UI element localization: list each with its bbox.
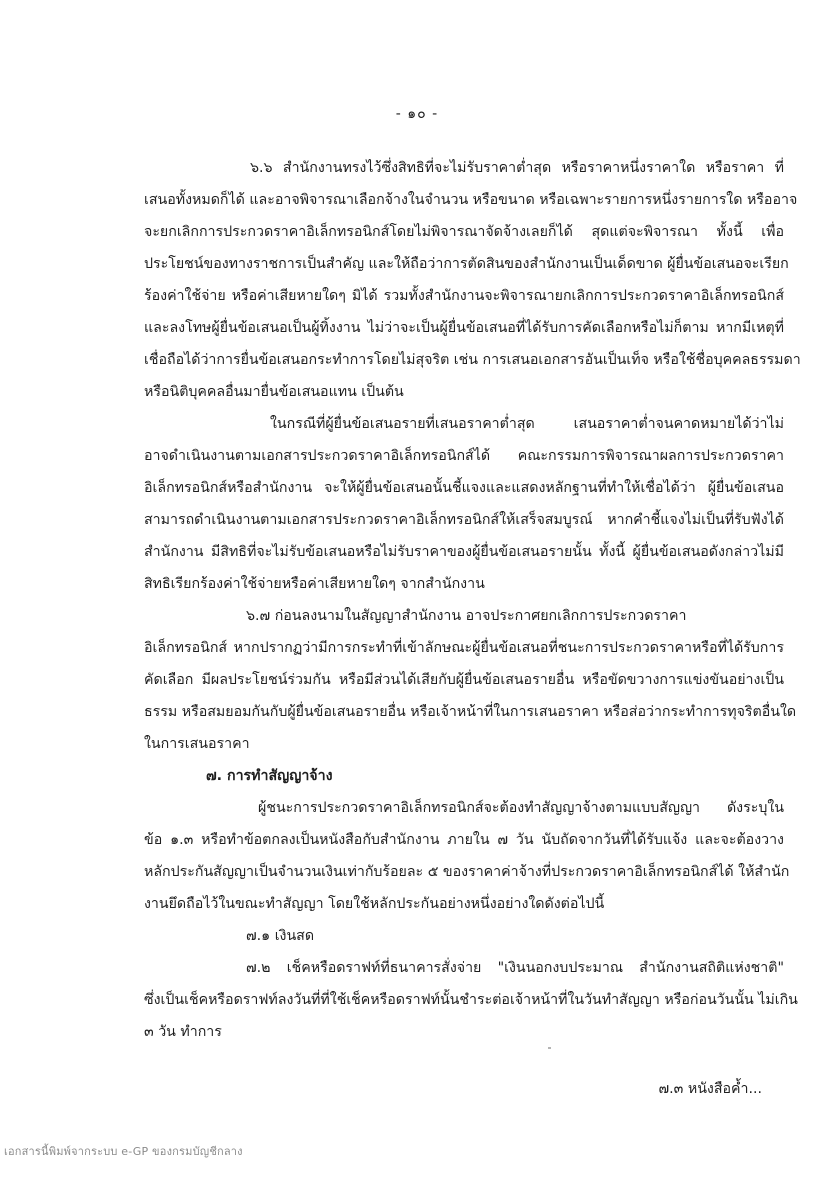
- section-7-heading: ๗. การทำสัญญาจ้าง: [206, 768, 333, 784]
- continuation-marker: ๗.๓ หนังสือค้ำ...: [658, 1081, 762, 1097]
- lowest-price-line-3: อิเล็กทรอนิกส์หรือสำนักงาน จะให้ผู้ยื่นข้อเสนอนั้นชี้แจงและแสดงหลักฐานที่ทำให้เชื่อได้ว่า ผู้ยื่นข้อเสนอ: [144, 480, 784, 496]
- section-7-1-cash: ๗.๑ เงินสด: [246, 928, 315, 944]
- lowest-price-line-6: สิทธิเรียกร้องค่าใช้จ่ายหรือค่าเสียหายใดๆ จากสำนักงาน: [144, 576, 485, 592]
- lowest-price-line-1: ในกรณีที่ผู้ยื่นข้อเสนอรายที่เสนอราคาต่ำสุด เสนอราคาต่ำจนคาดหมายได้ว่าไม่: [270, 416, 784, 432]
- section-6-7-line-5: ในการเสนอราคา: [144, 736, 250, 752]
- section-6-6-line-6: และลงโทษผู้ยื่นข้อเสนอเป็นผู้ทิ้งงาน ไม่ว่าจะเป็นผู้ยื่นข้อเสนอที่ได้รับการคัดเลือกหรือไม่ก็ตาม หากมีเหตุที่: [144, 320, 784, 336]
- section-6-6-line-2: เสนอทั้งหมดก็ได้ และอาจพิจารณาเลือกจ้างในจำนวน หรือขนาด หรือเฉพาะรายการหนึ่งรายการใด หรืออาจ: [144, 192, 798, 208]
- section-7-line-2: ข้อ ๑.๓ หรือทำข้อตกลงเป็นหนังสือกับสำนักงาน ภายใน ๗ วัน นับถัดจากวันที่ได้รับแจ้ง และจะต้องวาง: [144, 832, 784, 848]
- section-6-7-line-1: ๖.๗ ก่อนลงนามในสัญญาสำนักงาน อาจประกาศยกเลิกการประกวดราคา: [246, 608, 687, 624]
- print-source-note: เอกสารนี้พิมพ์จากระบบ e-GP ของกรมบัญชีกลาง: [4, 1145, 243, 1158]
- section-7-line-3: หลักประกันสัญญาเป็นจำนวนเงินเท่ากับร้อยละ ๕ ของราคาค่าจ้างที่ประกวดราคาอิเล็กทรอนิกส์ได้ ให้สำนัก: [144, 864, 790, 880]
- section-7-2-line-1: ๗.๒ เช็คหรือดราฟท์ที่ธนาคารสั่งจ่าย "เงินนอกงบประมาณ สำนักงานสถิติแห่งชาติ": [246, 960, 784, 976]
- section-6-7-line-4: ธรรม หรือสมยอมกันกับผู้ยื่นข้อเสนอรายอื่น หรือเจ้าหน้าที่ในการเสนอราคา หรือส่อว่ากระทำการทุจริตอื่นใด: [144, 704, 797, 720]
- section-6-7-line-2: อิเล็กทรอนิกส์ หากปรากฏว่ามีการกระทำที่เข้าลักษณะผู้ยื่นข้อเสนอที่ชนะการประกวดราคาหรือที่ได้รับการ: [144, 640, 784, 656]
- page-number: - ๑๐ -: [395, 106, 439, 122]
- scan-speck: [548, 1047, 551, 1049]
- section-6-6-line-5: ร้องค่าใช้จ่าย หรือค่าเสียหายใดๆ มิได้ รวมทั้งสำนักงานจะพิจารณายกเลิกการประกวดราคาอิเล็กทรอนิกส์: [144, 288, 784, 304]
- section-6-6-line-3: จะยกเลิกการประกวดราคาอิเล็กทรอนิกส์โดยไม่พิจารณาจัดจ้างเลยก็ได้ สุดแต่จะพิจารณา ทั้งนี้ เพื่อ: [144, 224, 784, 240]
- section-6-7-line-3: คัดเลือก มีผลประโยชน์ร่วมกัน หรือมีส่วนได้เสียกับผู้ยื่นข้อเสนอรายอื่น หรือขัดขวางการแข่งขันอย่างเป็น: [144, 672, 784, 688]
- section-6-6-line-7: เชื่อถือได้ว่าการยื่นข้อเสนอกระทำการโดยไม่สุจริต เช่น การเสนอเอกสารอันเป็นเท็จ หรือใช้ชื่อบุคคลธรรมดา: [144, 352, 801, 368]
- section-7-line-4: งานยึดถือไว้ในขณะทำสัญญา โดยใช้หลักประกันอย่างหนึ่งอย่างใดดังต่อไปนี้: [144, 896, 605, 912]
- section-7-line-1: ผู้ชนะการประกวดราคาอิเล็กทรอนิกส์จะต้องทำสัญญาจ้างตามแบบสัญญา ดังระบุใน: [258, 800, 784, 816]
- section-6-6-line-8: หรือนิติบุคคลอื่นมายื่นข้อเสนอแทน เป็นต้น: [144, 384, 404, 400]
- section-7-2-line-3: ๓ วัน ทำการ: [144, 1024, 222, 1040]
- section-6-6-line-1: ๖.๖ สำนักงานทรงไว้ซึ่งสิทธิที่จะไม่รับราคาต่ำสุด หรือราคาหนึ่งราคาใด หรือราคา ที่: [250, 160, 784, 176]
- lowest-price-line-2: อาจดำเนินงานตามเอกสารประกวดราคาอิเล็กทรอนิกส์ได้ คณะกรรมการพิจารณาผลการประกวดราคา: [144, 448, 784, 464]
- lowest-price-line-4: สามารถดำเนินงานตามเอกสารประกวดราคาอิเล็กทรอนิกส์ให้เสร็จสมบูรณ์ หากคำชี้แจงไม่เป็นที่รับฟังได้: [144, 512, 784, 528]
- section-6-6-line-4: ประโยชน์ของทางราชการเป็นสำคัญ และให้ถือว่าการตัดสินของสำนักงานเป็นเด็ดขาด ผู้ยื่นข้อเสนอจะเรียก: [144, 256, 789, 272]
- lowest-price-line-5: สำนักงาน มีสิทธิที่จะไม่รับข้อเสนอหรือไม่รับราคาของผู้ยื่นข้อเสนอรายนั้น ทั้งนี้ ผู้ยื่นข้อเสนอดังกล่าวไม่มี: [144, 544, 784, 560]
- section-7-2-line-2: ซึ่งเป็นเช็คหรือดราฟท์ลงวันที่ที่ใช้เช็คหรือดราฟท์นั้นชำระต่อเจ้าหน้าที่ในวันทำสัญญา หรือก่อนวันนั้น ไม่เกิน: [144, 992, 798, 1008]
